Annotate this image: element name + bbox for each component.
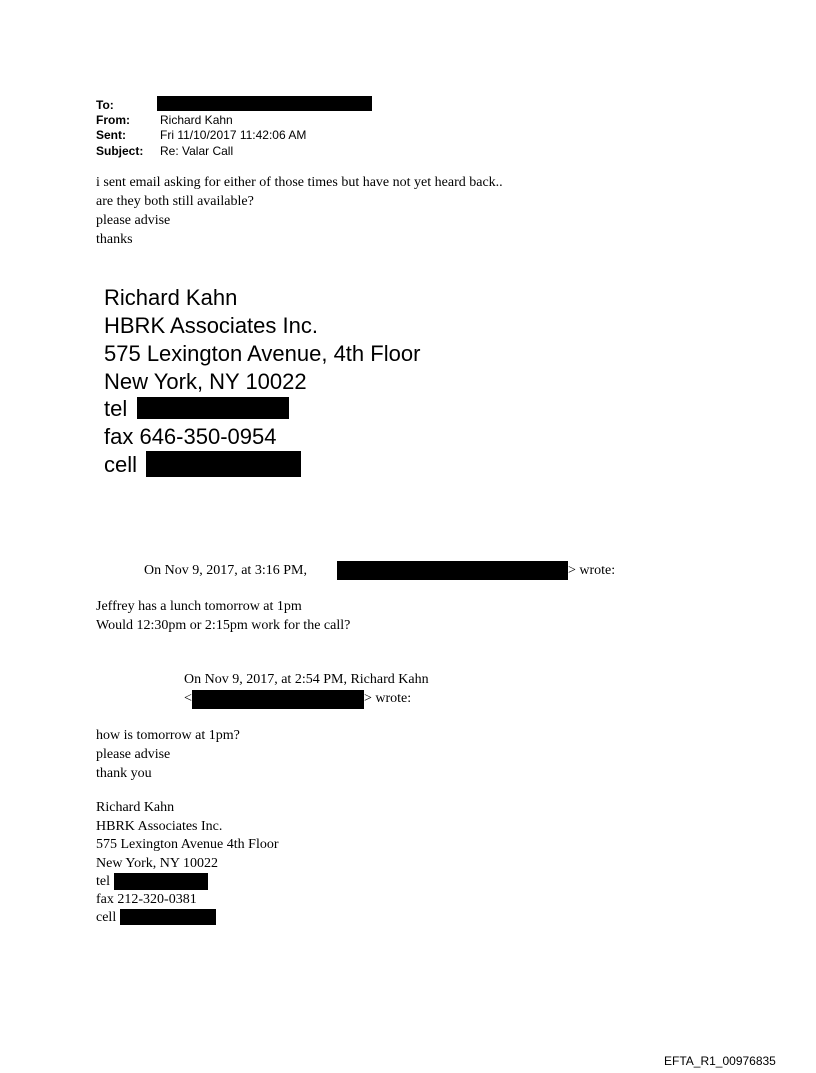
sig-address: 575 Lexington Avenue, 4th Floor (104, 341, 421, 366)
from-value: Richard Kahn (160, 113, 233, 127)
sig-cell-label: cell (104, 452, 138, 477)
quote1-line: Jeffrey has a lunch tomorrow at 1pm (96, 599, 302, 614)
quote1-line: Would 12:30pm or 2:15pm work for the call? (96, 618, 351, 633)
from-label: From: (96, 113, 130, 127)
sig2-fax: fax 212-320-0381 (96, 892, 197, 907)
quote2-intro: On Nov 9, 2017, at 2:54 PM, Richard Kahn (184, 672, 429, 687)
quote1-intro: On Nov 9, 2017, at 3:16 PM, (144, 563, 307, 578)
quote2-email-redaction (192, 690, 364, 709)
sig2-city: New York, NY 10022 (96, 856, 218, 871)
quote2-wrote: > wrote: (364, 691, 412, 706)
sig2-company: HBRK Associates Inc. (96, 819, 223, 834)
quote2-line: thank you (96, 766, 152, 781)
quote2-body (96, 726, 240, 783)
quote1-sender-redaction (337, 561, 568, 580)
sig2-address: 575 Lexington Avenue 4th Floor (96, 837, 279, 852)
document-id: EFTA_R1_00976835 (664, 1054, 776, 1068)
message-line: please advise (96, 213, 171, 228)
message-body (96, 173, 503, 249)
message-line: i sent email asking for either of those times but have not yet heard back.. (96, 175, 503, 190)
quote1-wrote: > wrote: (568, 563, 616, 578)
message-line: thanks (96, 232, 133, 247)
quote2-lt: < (184, 691, 192, 706)
sig2-name: Richard Kahn (96, 800, 175, 815)
sig2-cell-redaction (120, 909, 216, 925)
tel-redaction (137, 397, 289, 419)
message-line: are they both still available? (96, 194, 254, 209)
sig-company: HBRK Associates Inc. (104, 313, 318, 338)
quote2-line: how is tomorrow at 1pm? (96, 728, 240, 743)
to-label: To: (96, 98, 114, 112)
sig-tel-label: tel (104, 396, 128, 421)
quote2-line: please advise (96, 747, 171, 762)
sig-name: Richard Kahn (104, 285, 238, 310)
sig2-tel-label: tel (96, 874, 110, 889)
sent-value: Fri 11/10/2017 11:42:06 AM (160, 128, 307, 142)
sig2-cell-label: cell (96, 910, 117, 925)
sig-city: New York, NY 10022 (104, 369, 307, 394)
sig-fax: fax 646-350-0954 (104, 424, 277, 449)
sig2-tel-redaction (114, 873, 208, 890)
to-redaction (157, 96, 372, 111)
quote1-body (96, 597, 350, 635)
subject-value: Re: Valar Call (160, 144, 234, 158)
sent-label: Sent: (96, 128, 126, 142)
subject-label: Subject: (96, 144, 144, 158)
cell-redaction (146, 451, 301, 477)
